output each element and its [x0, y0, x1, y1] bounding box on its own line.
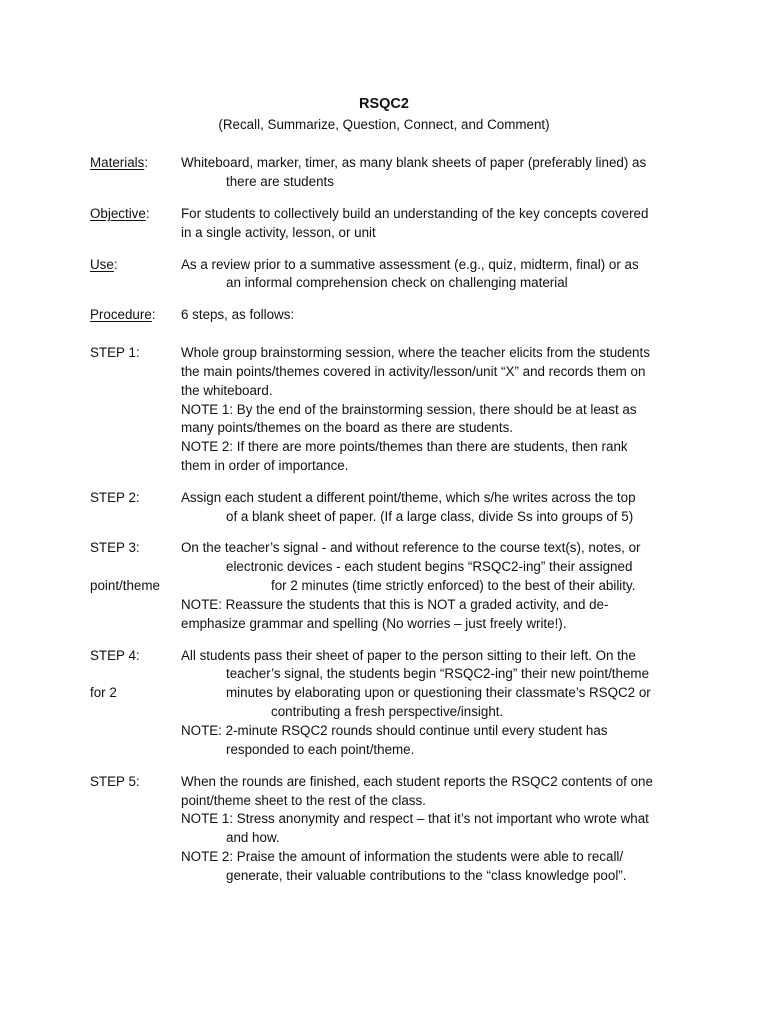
step-1-note: them in order of importance. — [181, 458, 349, 473]
materials-colon: : — [144, 155, 149, 170]
step-1-line: the whiteboard. — [181, 383, 273, 398]
step-4-line: All students pass their sheet of paper to the person sitting to their left. On the — [181, 648, 636, 663]
procedure-line: 6 steps, as follows: — [181, 307, 295, 322]
step-3-line: On the teacher’s signal - and without reference to the course text(s), notes, or — [181, 540, 641, 555]
step-3-label: STEP 3: — [90, 540, 140, 555]
step-1-label: STEP 1: — [90, 345, 140, 360]
step-2-label: STEP 2: — [90, 490, 140, 505]
objective-line: For students to collectively build an understanding of the key concepts covered — [181, 206, 649, 221]
step-5-note: and how. — [226, 830, 280, 845]
step-5-note: NOTE 1: Stress anonymity and respect – that it’s not important who wrote what — [181, 811, 649, 826]
step-4-line: contributing a fresh perspective/insight. — [271, 704, 504, 719]
procedure-label: Procedure — [90, 307, 152, 322]
objective-line: in a single activity, lesson, or unit — [181, 225, 376, 240]
step-4-line: minutes by elaborating upon or questioning their classmate’s RSQC2 or — [226, 685, 651, 700]
step-4-note: responded to each point/theme. — [226, 742, 415, 757]
step-5-note: generate, their valuable contributions to the “class knowledge pool”. — [226, 868, 627, 883]
step-3-line: electronic devices - each student begins “RSQC2-ing” their assigned — [226, 559, 633, 574]
step-1-line: Whole group brainstorming session, where the teacher elicits from the students — [181, 345, 650, 360]
use-heading — [90, 255, 118, 274]
step-1-note: NOTE 2: If there are more points/themes than there are students, then rank — [181, 439, 628, 454]
use-line: As a review prior to a summative assessment (e.g., quiz, midterm, final) or as — [181, 257, 639, 272]
materials-line: there are students — [226, 174, 334, 189]
objective-label: Objective — [90, 206, 146, 221]
step-5-line: When the rounds are finished, each student reports the RSQC2 contents of one — [181, 774, 653, 789]
step-5-label: STEP 5: — [90, 774, 140, 789]
procedure-heading — [90, 305, 156, 324]
step-1-note: NOTE 1: By the end of the brainstorming session, there should be at least as — [181, 402, 637, 417]
materials-heading — [90, 153, 148, 172]
objective-heading — [90, 204, 150, 223]
step-3-overflow-text: point/theme — [90, 578, 160, 593]
step-1-line: the main points/themes covered in activity/lesson/unit “X” and records them on — [181, 364, 646, 379]
step-1-note: many points/themes on the board as there are students. — [181, 420, 513, 435]
document-title: RSQC2 — [359, 96, 409, 112]
use-line: an informal comprehension check on challenging material — [226, 275, 568, 290]
step-4-line: teacher’s signal, the students begin “RSQC2-ing” their new point/theme — [226, 666, 650, 681]
step-2-line: Assign each student a different point/theme, which s/he writes across the top — [181, 490, 636, 505]
step-2-line: of a blank sheet of paper. (If a large class, divide Ss into groups of 5) — [226, 509, 634, 524]
step-4-label: STEP 4: — [90, 648, 140, 663]
materials-label: Materials — [90, 155, 145, 170]
document-subtitle: (Recall, Summarize, Question, Connect, and Comment) — [218, 117, 550, 132]
step-4-note: NOTE: 2-minute RSQC2 rounds should continue until every student has — [181, 723, 608, 738]
materials-line: Whiteboard, marker, timer, as many blank sheets of paper (preferably lined) as — [181, 155, 647, 170]
step-3-note: emphasize grammar and spelling (No worries – just freely write!). — [181, 616, 567, 631]
step-5-line: point/theme sheet to the rest of the class. — [181, 793, 426, 808]
step-5-note: NOTE 2: Praise the amount of information the students were able to recall/ — [181, 849, 624, 864]
use-colon: : — [113, 257, 118, 272]
procedure-colon: : — [151, 307, 156, 322]
use-label: Use — [90, 257, 114, 272]
step-3-line: for 2 minutes (time strictly enforced) to the best of their ability. — [271, 578, 636, 593]
objective-colon: : — [145, 206, 150, 221]
step-3-note: NOTE: Reassure the students that this is NOT a graded activity, and de- — [181, 597, 609, 612]
step-4-overflow-text: for 2 — [90, 685, 117, 700]
